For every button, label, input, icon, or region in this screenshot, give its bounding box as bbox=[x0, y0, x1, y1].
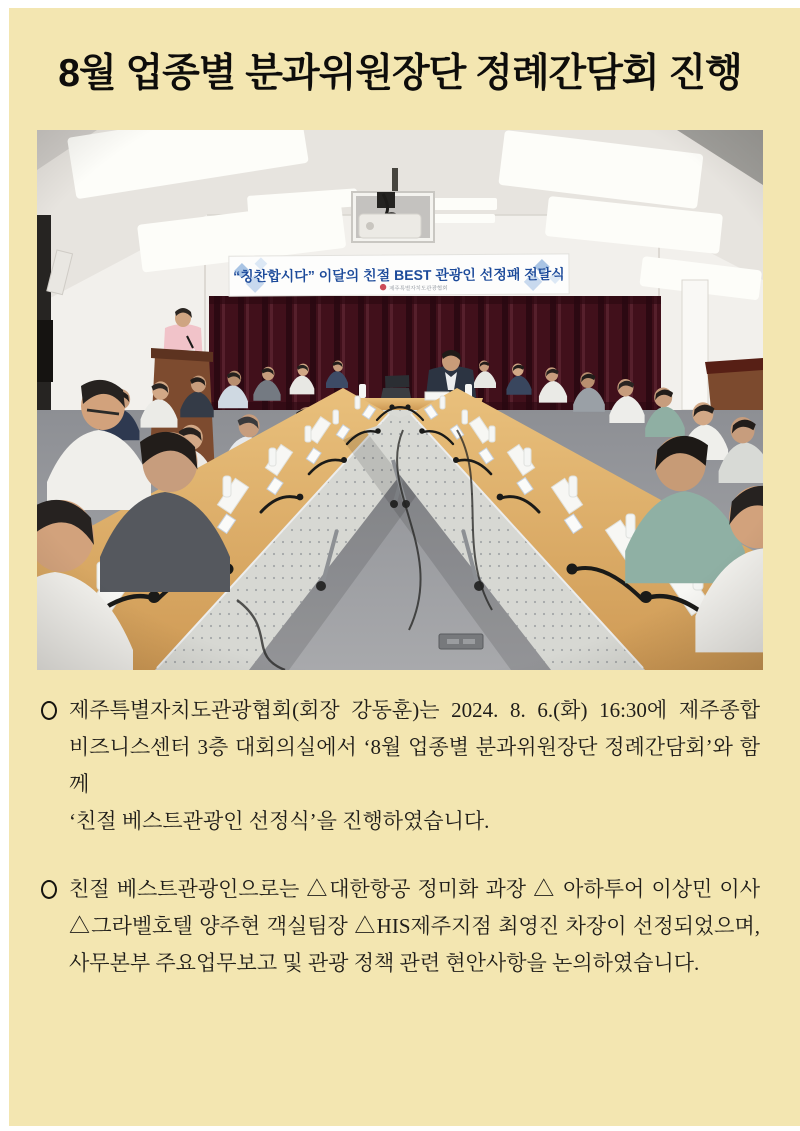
notice-body bbox=[40, 692, 760, 1013]
meeting-room-photo bbox=[37, 130, 763, 670]
photo-vignette bbox=[37, 130, 763, 670]
body-line: ‘친절 베스트관광인 선정식’을 진행하였습니다. bbox=[69, 809, 490, 833]
scan-edge-bottom bbox=[0, 1126, 800, 1131]
scan-edge-left bbox=[0, 0, 9, 1131]
page-title: 8월 업종별 분과위원장단 정례간담회 진행 bbox=[58, 52, 742, 95]
circle-bullet-icon bbox=[41, 701, 57, 720]
circle-bullet-icon bbox=[41, 880, 57, 899]
body-line: 사무본부 주요업무보고 및 관광 정책 관련 현안사항을 논의하였습니다. bbox=[69, 951, 700, 975]
paragraph-event-summary bbox=[40, 692, 760, 840]
paragraph-awardees bbox=[40, 871, 760, 982]
body-line: 비즈니스센터 3층 대회의실에서 ‘8월 업종별 분과위원장단 정례간담회’와 함께 bbox=[69, 735, 760, 796]
scan-edge-top bbox=[0, 0, 800, 8]
body-line: △그라벨호텔 양주현 객실팀장 △HIS제주지점 최영진 차장이 선정되었으며, bbox=[69, 914, 760, 938]
body-line: 친절 베스트관광인으로는 △대한항공 정미화 과장 △ 아하투어 이상민 이사 bbox=[69, 877, 760, 901]
body-line: 제주특별자치도관광협회(회장 강동훈)는 2024. 8. 6.(화) 16:30에 제주종합 bbox=[69, 698, 760, 722]
